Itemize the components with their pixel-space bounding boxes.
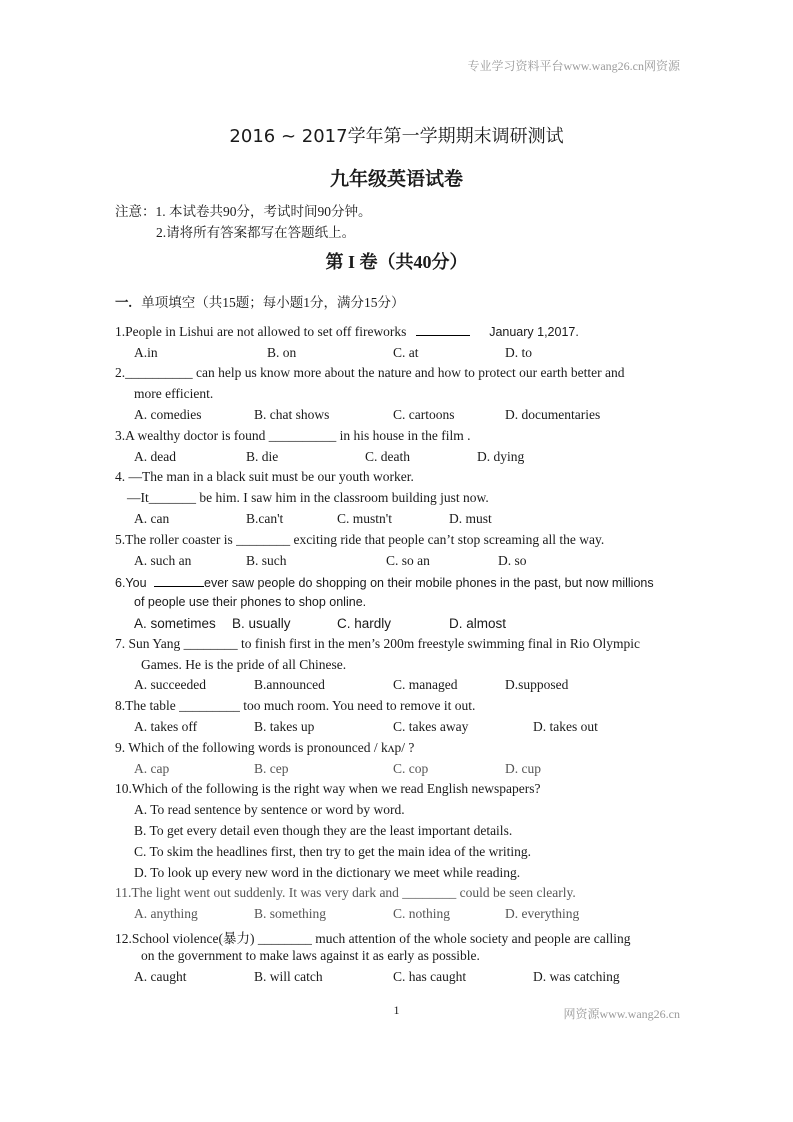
question-8-option-b: B. takes up bbox=[254, 719, 315, 734]
question-4-stem-line-2: —It_______ be him. I saw him in the classroom building just now. bbox=[127, 490, 489, 505]
question-10-option-c: C. To skim the headlines first, then try to get the main idea of the writing. bbox=[134, 844, 531, 859]
question-2-stem-line-2: more efficient. bbox=[134, 386, 214, 401]
notice-line-2: 2.请将所有答案都写在答题纸上。 bbox=[156, 225, 356, 240]
question-12-stem-line-2: on the government to make laws against it as early as possible. bbox=[141, 948, 480, 963]
question-11-option-a: A. anything bbox=[134, 906, 198, 921]
exam-title: 2016 ~ 2017学年第一学期期末调研测试 bbox=[229, 126, 564, 147]
question-3-stem: 3.A wealthy doctor is found __________ in his house in the film . bbox=[115, 428, 471, 443]
answer-blank bbox=[154, 574, 204, 587]
question-11-option-c: C. nothing bbox=[393, 906, 451, 921]
question-2-option-d: D. documentaries bbox=[505, 407, 601, 422]
question-4-option-b: B.can't bbox=[246, 511, 284, 526]
question-4-option-a: A. can bbox=[134, 511, 170, 526]
question-10-option-d: D. To look up every new word in the dictionary we meet while reading. bbox=[134, 865, 521, 880]
question-6-stem-part-1: 6.You bbox=[115, 576, 147, 590]
question-11-option-d: D. everything bbox=[505, 906, 580, 921]
question-1-stem-part-2: January 1,2017. bbox=[489, 325, 579, 339]
question-7-stem-line-2: Games. He is the pride of all Chinese. bbox=[141, 657, 347, 672]
question-4-stem-line-1: 4. —The man in a black suit must be our youth worker. bbox=[115, 469, 414, 484]
question-2-option-a: A. comedies bbox=[134, 407, 202, 422]
question-4-option-c: C. mustn't bbox=[337, 511, 392, 526]
question-1-option-b: B. on bbox=[267, 345, 297, 360]
question-10-option-b: B. To get every detail even though they are the least important details. bbox=[134, 823, 513, 838]
question-5-option-d: D. so bbox=[498, 553, 527, 568]
section-heading-text: 单项填空（共15题；每小题1分，满分15分） bbox=[141, 295, 405, 310]
question-6-stem-part-2: ever saw people do shopping on their mobile phones in the past, but now millions bbox=[204, 576, 654, 590]
question-7-option-b: B.announced bbox=[254, 677, 325, 692]
question-1-stem bbox=[115, 323, 579, 340]
answer-blank bbox=[416, 323, 470, 336]
part-title: 第 I 卷（共40分） bbox=[325, 252, 468, 272]
question-8-option-a: A. takes off bbox=[134, 719, 198, 734]
section-heading bbox=[115, 291, 405, 311]
page-number: 1 bbox=[393, 1003, 400, 1017]
question-3-option-b: B. die bbox=[246, 449, 279, 464]
question-6-stem-line-2: of people use their phones to shop online. bbox=[134, 595, 367, 609]
question-1-stem-part-1: 1.People in Lishui are not allowed to set off fireworks bbox=[115, 324, 407, 339]
question-7-stem-line-1: 7. Sun Yang ________ to finish first in the men’s 200m freestyle swimming final in Rio Olympic bbox=[115, 636, 640, 651]
question-8-option-d: D. takes out bbox=[533, 719, 598, 734]
question-8-stem: 8.The table _________ too much room. You need to remove it out. bbox=[115, 698, 476, 713]
question-9-option-c: C. cop bbox=[393, 761, 429, 776]
question-2-stem-line-1: 2.__________ can help us know more about the nature and how to protect our earth better and bbox=[115, 365, 625, 380]
question-5-option-a: A. such an bbox=[134, 553, 192, 568]
question-3-option-c: C. death bbox=[365, 449, 410, 464]
question-2-option-b: B. chat shows bbox=[254, 407, 330, 422]
question-9-option-b: B. cep bbox=[254, 761, 289, 776]
question-11-stem: 11.The light went out suddenly. It was very dark and ________ could be seen clearly. bbox=[115, 885, 576, 900]
question-1-option-a: A.in bbox=[134, 345, 158, 360]
header-watermark: 专业学习资料平台www.wang26.cn网资源 bbox=[467, 59, 680, 73]
question-5-stem: 5.The roller coaster is ________ exciting ride that people can’t stop screaming all the way. bbox=[115, 532, 605, 547]
question-6-option-a: A. sometimes bbox=[134, 616, 216, 631]
question-12-option-a: A. caught bbox=[134, 969, 187, 984]
question-11-option-b: B. something bbox=[254, 906, 327, 921]
question-6-option-c: C. hardly bbox=[337, 616, 392, 631]
question-6-option-b: B. usually bbox=[232, 616, 291, 631]
question-10-stem: 10.Which of the following is the right way when we read English newspapers? bbox=[115, 781, 541, 796]
question-3-option-d: D. dying bbox=[477, 449, 525, 464]
question-6-option-d: D. almost bbox=[449, 616, 507, 631]
footer-watermark: 网资源www.wang26.cn bbox=[563, 1007, 680, 1021]
question-1-option-d: D. to bbox=[505, 345, 532, 360]
question-3-option-a: A. dead bbox=[134, 449, 176, 464]
question-9-stem: 9. Which of the following words is pronounced / kʌp/ ? bbox=[115, 740, 415, 755]
question-5-option-c: C. so an bbox=[386, 553, 430, 568]
question-5-option-b: B. such bbox=[246, 553, 287, 568]
question-6-stem-line-1 bbox=[115, 574, 654, 590]
question-12-option-c: C. has caught bbox=[393, 969, 467, 984]
question-7-option-a: A. succeeded bbox=[134, 677, 206, 692]
question-4-option-d: D. must bbox=[449, 511, 492, 526]
question-7-option-c: C. managed bbox=[393, 677, 458, 692]
question-1-option-c: C. at bbox=[393, 345, 419, 360]
section-number: 一. bbox=[115, 295, 132, 310]
question-7-option-d: D.supposed bbox=[505, 677, 569, 692]
exam-subtitle: 九年级英语试卷 bbox=[329, 168, 463, 190]
question-12-stem-line-1: 12.School violence(暴力) ________ much attention of the whole society and people are calling bbox=[115, 931, 631, 946]
question-9-option-d: D. cup bbox=[505, 761, 541, 776]
question-12-option-d: D. was catching bbox=[533, 969, 620, 984]
question-8-option-c: C. takes away bbox=[393, 719, 469, 734]
question-12-option-b: B. will catch bbox=[254, 969, 323, 984]
question-2-option-c: C. cartoons bbox=[393, 407, 455, 422]
question-9-option-a: A. cap bbox=[134, 761, 170, 776]
notice-line-1: 注意：1. 本试卷共90分，考试时间90分钟。 bbox=[115, 204, 372, 219]
question-10-option-a: A. To read sentence by sentence or word by word. bbox=[134, 802, 405, 817]
